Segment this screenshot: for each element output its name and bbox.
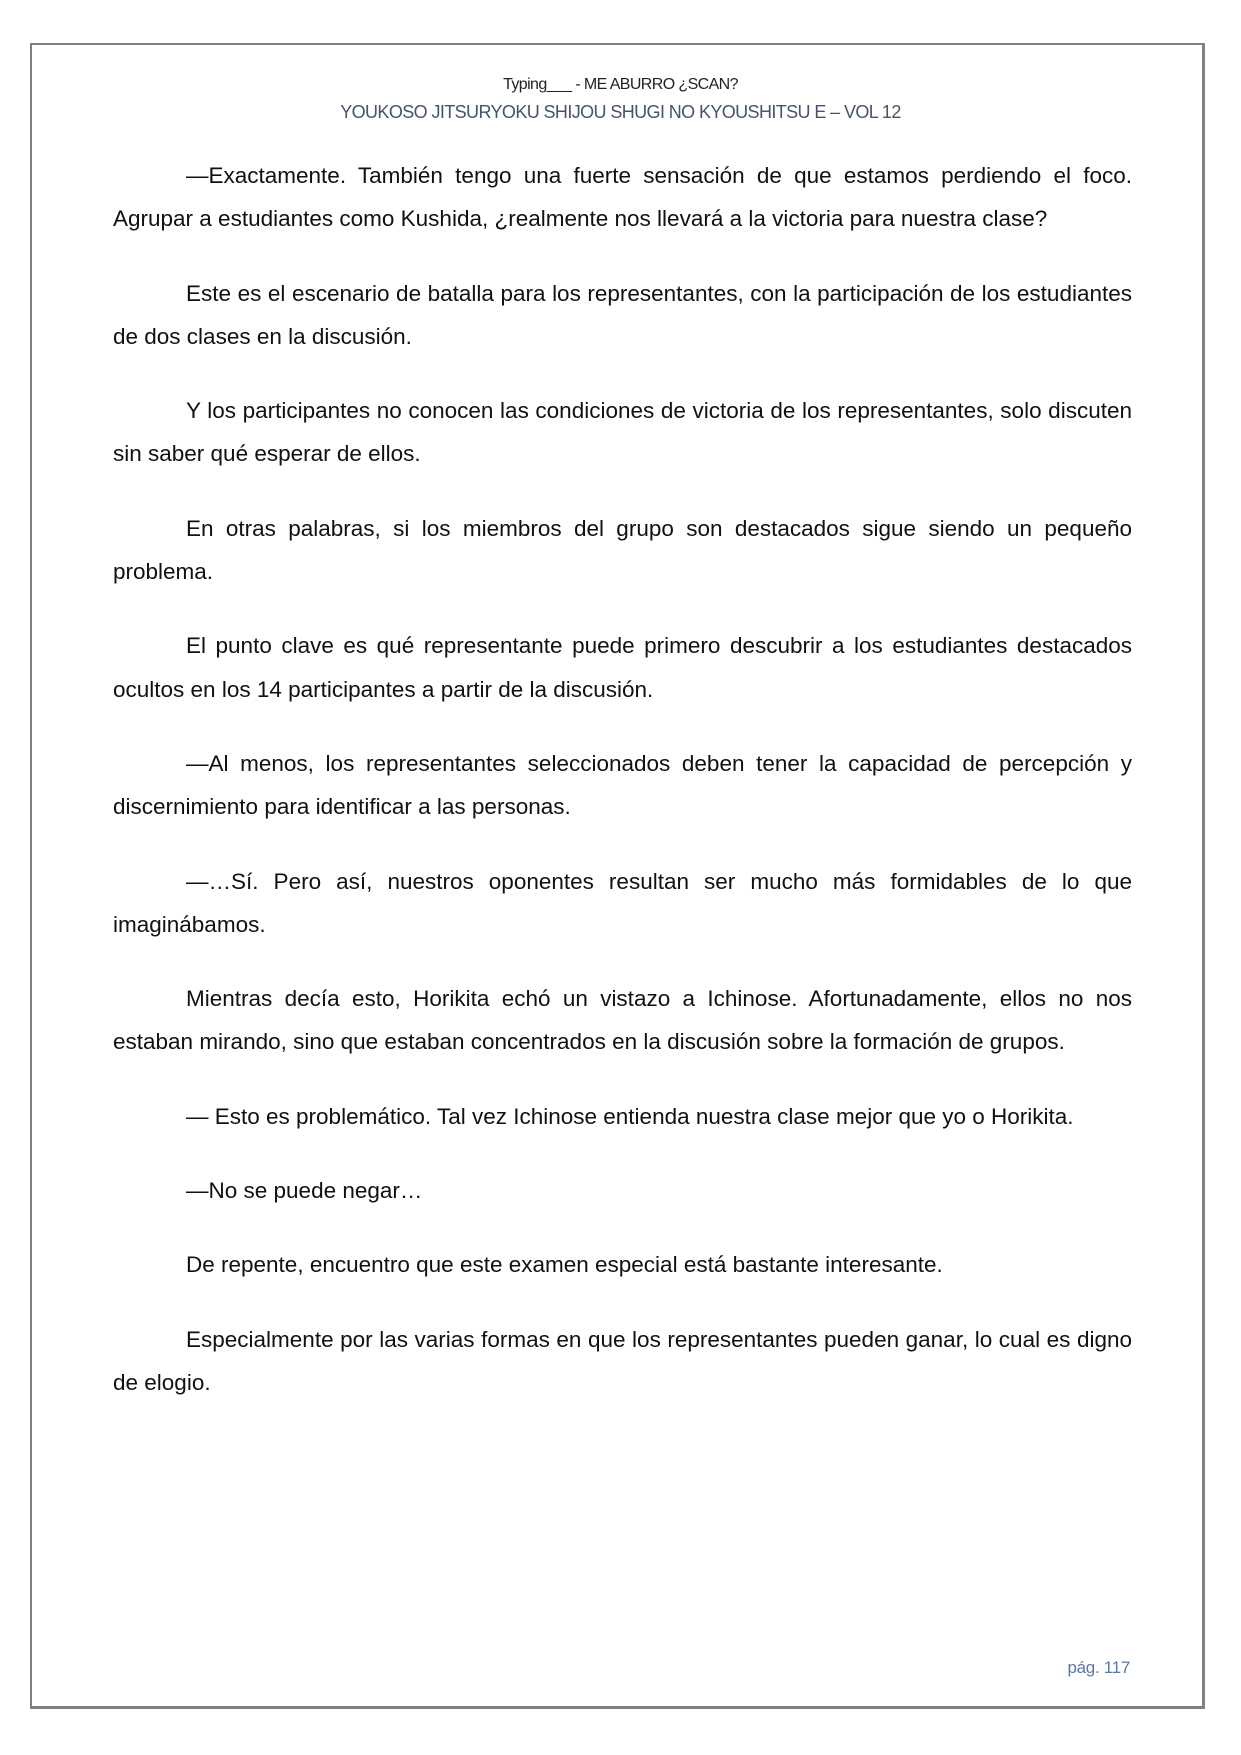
- paragraph: De repente, encuentro que este examen especial está bastante interesante.: [186, 1252, 943, 1278]
- header-title: YOUKOSO JITSURYOKU SHIJOU SHUGI NO KYOUSHITSU E – VOL 12: [340, 102, 901, 122]
- paragraph: —Exactamente. También tengo una fuerte sensación de que estamos perdiendo el foco. Agrupar a estudiantes como Kushida, ¿realmente nos llevará a la victoria para nuestra clase?: [113, 163, 1132, 232]
- paragraph: Y los participantes no conocen las condiciones de victoria de los representantes, solo discuten sin saber qué esperar de ellos.: [113, 398, 1132, 467]
- paragraph: —Al menos, los representantes seleccionados deben tener la capacidad de percepción y discernimiento para identificar a las personas.: [113, 750, 1132, 820]
- paragraph: Este es el escenario de batalla para los representantes, con la participación de los estudiantes de dos clases en la discusión.: [113, 280, 1132, 349]
- page-number: pág. 117: [1067, 1658, 1130, 1677]
- paragraph: — Esto es problemático. Tal vez Ichinose entienda nuestra clase mejor que yo o Horikita.: [186, 1103, 1074, 1129]
- paragraph: Especialmente por las varias formas en que los representantes pueden ganar, lo cual es digno de elogio.: [113, 1326, 1132, 1395]
- paragraph: El punto clave es qué representante puede primero descubrir a los estudiantes destacados ocultos en los 14 participantes a partir de la discusión.: [113, 633, 1132, 702]
- header-credit: Typing___ - ME ABURRO ¿SCAN?: [503, 76, 738, 93]
- paragraph: Mientras decía esto, Horikita echó un vistazo a Ichinose. Afortunadamente, ellos no nos estaban mirando, sino que estaban concentrados en la discusión sobre la formación de grupos.: [113, 986, 1132, 1055]
- paragraph: —…Sí. Pero así, nuestros oponentes resultan ser mucho más formidables de lo que imaginábamos.: [113, 868, 1132, 937]
- body-text: [113, 154, 1132, 1435]
- paragraph: —No se puede negar…: [186, 1178, 423, 1204]
- paragraph: En otras palabras, si los miembros del grupo son destacados sigue siendo un pequeño problema.: [113, 515, 1132, 585]
